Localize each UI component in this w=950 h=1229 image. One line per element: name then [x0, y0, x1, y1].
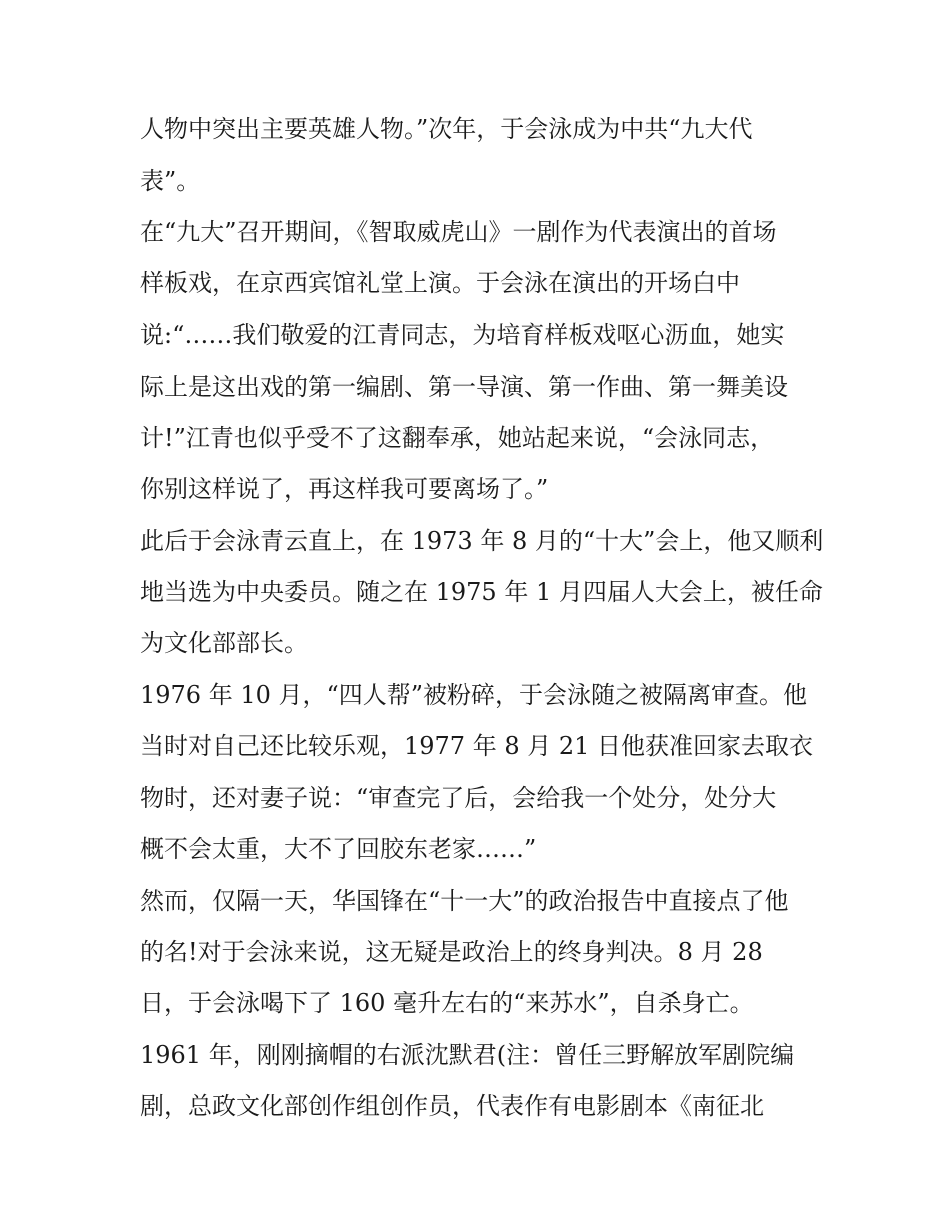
text-line-6: 际上是这出戏的第一编剧、第一导演、第一作曲、第一舞美设 — [140, 373, 788, 401]
text-line-20: 剧，总政文化部创作组创作员，代表作有电影剧本《南征北 — [140, 1092, 764, 1120]
text-line-11: 为文化部部长。 — [140, 629, 308, 657]
text-line-10: 地当选为中央委员。随之在 1975 年 1 月四届人大会上，被任命 — [140, 578, 823, 606]
text-line-3: 在“九大”召开期间，《智取威虎山》一剧作为代表演出的首场 — [140, 218, 777, 246]
text-line-14: 物时，还对妻子说：“审查完了后，会给我一个处分，处分大 — [140, 784, 777, 812]
text-line-7: 计!”江青也似乎受不了这翻奉承，她站起来说，“会泳同志， — [140, 424, 775, 452]
text-line-16: 然而，仅隔一天，华国锋在“十一大”的政治报告中直接点了他 — [140, 887, 789, 915]
text-line-18: 日，于会泳喝下了 160 毫升左右的“来苏水”，自杀身亡。 — [140, 989, 754, 1017]
text-line-12: 1976 年 10 月，“四人帮”被粉碎，于会泳随之被隔离审查。他 — [140, 681, 808, 709]
text-line-8: 你别这样说了，再这样我可要离场了。” — [140, 475, 549, 503]
text-line-5: 说:“……我们敬爱的江青同志，为培育样板戏呕心沥血，她实 — [140, 321, 785, 349]
text-line-1: 人物中突出主要英雄人物。”次年，于会泳成为中共“九大代 — [140, 115, 753, 143]
text-line-17: 的名!对于会泳来说，这无疑是政治上的终身判决。8 月 28 — [140, 938, 763, 966]
text-line-19: 1961 年，刚刚摘帽的右派沈默君(注：曾任三野解放军剧院编 — [140, 1041, 795, 1069]
text-line-4: 样板戏，在京西宾馆礼堂上演。于会泳在演出的开场白中 — [140, 269, 740, 297]
text-line-9: 此后于会泳青云直上，在 1973 年 8 月的“十大”会上，他又顺利 — [140, 527, 824, 555]
text-line-2: 表”。 — [140, 167, 201, 195]
text-line-15: 概不会太重，大不了回胶东老家……” — [140, 835, 537, 863]
text-line-13: 当时对自己还比较乐观，1977 年 8 月 21 日他获准回家去取衣 — [140, 732, 814, 760]
